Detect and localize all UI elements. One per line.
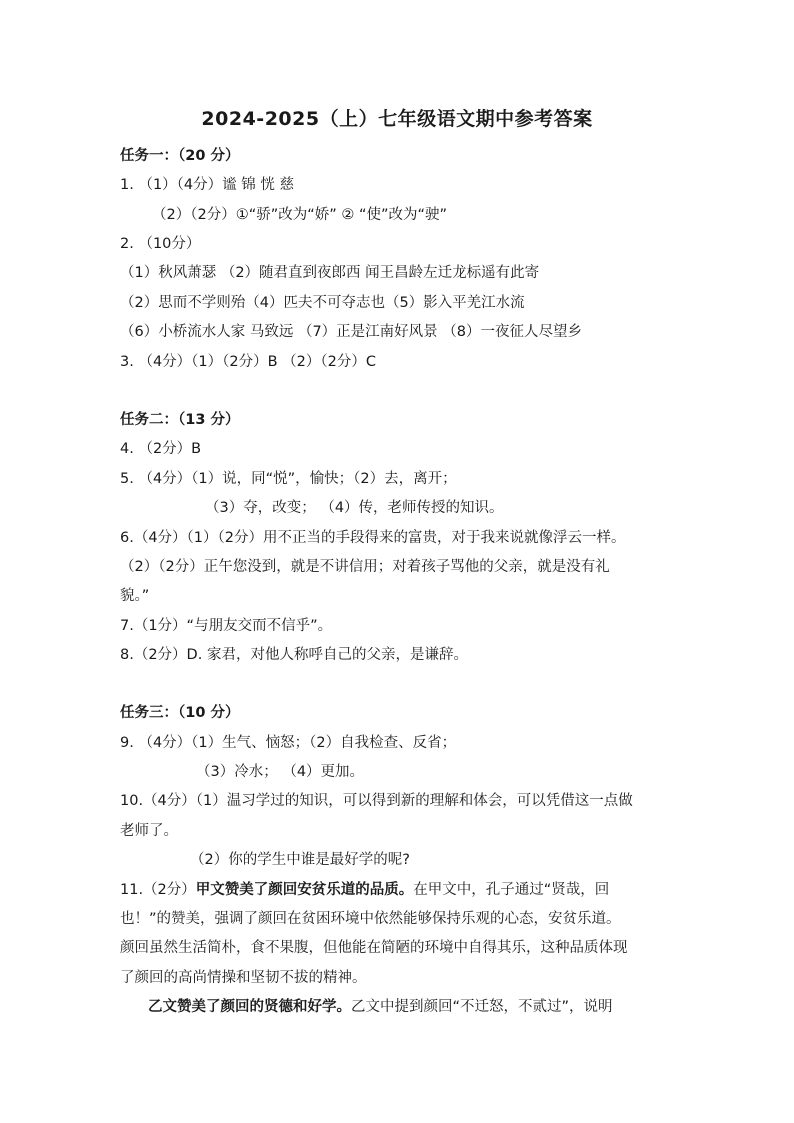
task3-q10-line1: 10.（4分）（1）温习学过的知识，可以得到新的理解和体会，可以凭借这一点做 — [120, 793, 633, 809]
q11-number: 11.（2分） — [120, 882, 196, 898]
task1-q2-line3: （6）小桥流水人家 马致远 （7）正是江南好风景 （8）一夜征人尽望乡 — [120, 324, 583, 340]
q11-key-point-1: 甲文赞美了颜回安贫乐道的品质。 — [195, 882, 414, 898]
task1-q2-header: 2. （10分） — [120, 236, 201, 252]
task2-q5-line2: （3）夺，改变； （4）传，老师传授的知识。 — [205, 500, 504, 516]
q11-line5-rest: 乙文中提到颜回“不迁怒，不贰过”，说明 — [351, 999, 613, 1015]
task1-q1-part1: 1. （1）（4分）谧 锦 恍 慈 — [120, 177, 294, 193]
task2-q6-line2: （2）（2分）正午您没到，就是不讲信用；对着孩子骂他的父亲，就是没有礼 — [120, 559, 610, 575]
task1-q2-line2: （2）思而不学则殆（4）匹夫不可夺志也（5）影入平羌江水流 — [120, 295, 525, 311]
task2-q7: 7.（1分）“与朋友交而不信乎”。 — [120, 618, 333, 634]
task2-header: 任务二：（13 分） — [120, 412, 240, 428]
task3-q11-line5 — [148, 997, 613, 1017]
task1-q3: 3. （4分）（1）（2分）B （2）（2分）C — [120, 354, 377, 370]
task2-q6-line3: 貌。” — [120, 588, 150, 604]
task3-q10-line2: 老师了。 — [120, 823, 178, 839]
task3-q11-line2: 也！”的赞美，强调了颜回在贫困环境中依然能够保持乐观的心态，安贫乐道。 — [120, 911, 621, 927]
task3-q11-line3: 颜回虽然生活简朴，食不果腹，但他能在简陋的环境中自得其乐，这种品质体现 — [120, 940, 628, 956]
task3-header: 任务三：（10 分） — [120, 705, 240, 721]
task3-q11-line4: 了颜回的高尚情操和坚韧不拔的精神。 — [120, 970, 367, 986]
task3-q9-line2: （3）冷水； （4）更加。 — [196, 764, 365, 780]
task2-q5-line1: 5. （4分）（1）说，同“悦”，愉快；（2）去，离开； — [120, 471, 457, 487]
q11-key-point-2: 乙文赞美了颜回的贤德和好学。 — [148, 999, 351, 1015]
task1-q1-part2: （2）（2分）①“骄”改为“娇” ② “使”改为“驶” — [152, 207, 448, 223]
q11-line1-rest: 在甲文中，孔子通过“贤哉，回 — [413, 882, 610, 898]
task3-q10-part2: （2）你的学生中谁是最好学的呢? — [190, 852, 410, 868]
task3-q11-line1 — [120, 880, 609, 900]
task3-q9-line1: 9. （4分）（1）生气、恼怒；（2）自我检查、反省； — [120, 735, 457, 751]
page-title: 2024-2025（上）七年级语文期中参考答案 — [201, 108, 593, 130]
task2-q4: 4. （2分）B — [120, 441, 202, 457]
task2-q8: 8.（2分）D. 家君，对他人称呼自己的父亲，是谦辞。 — [120, 647, 468, 663]
task2-q6-line1: 6.（4分）（1）（2分）用不正当的手段得来的富贵，对于我来说就像浮云一样。 — [120, 530, 626, 546]
task1-header: 任务一：（20 分） — [120, 148, 240, 164]
task1-q2-line1: （1）秋风萧瑟 （2）随君直到夜郎西 闻王昌龄左迁龙标遥有此寄 — [120, 265, 540, 281]
